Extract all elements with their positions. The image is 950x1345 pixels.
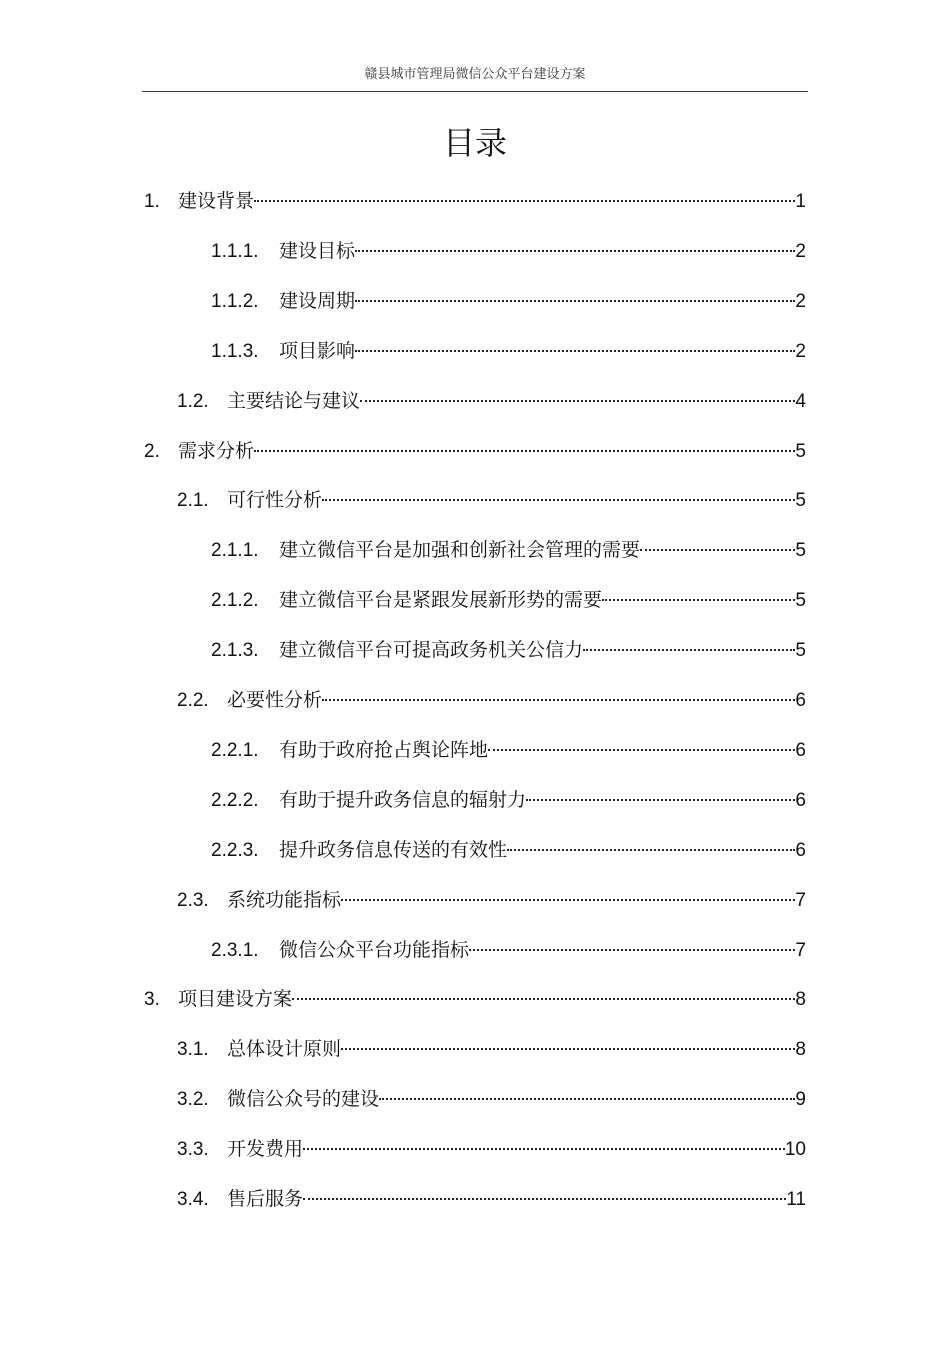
toc-entry-page: 5 [795, 490, 806, 511]
toc-dot-leader [360, 381, 795, 407]
toc-dot-leader [322, 480, 795, 506]
toc-entry-page: 7 [795, 940, 806, 961]
toc-entry-title: 有助于提升政务信息的辐射力 [279, 789, 527, 811]
toc-entry[interactable] [211, 830, 806, 861]
toc-entry-page: 8 [795, 989, 806, 1010]
toc-entry-number: 2.2.1. [211, 740, 259, 761]
toc-entry[interactable] [211, 930, 806, 961]
toc-title: 目录 [442, 124, 507, 162]
toc-dot-leader [292, 979, 795, 1005]
toc-entry-title: 提升政务信息传送的有效性 [279, 839, 508, 861]
toc-entry-number: 3.3. [177, 1139, 209, 1160]
toc-entry-page: 5 [795, 640, 806, 661]
toc-entry-title: 建设背景 [178, 190, 255, 212]
toc-dot-leader [507, 830, 795, 856]
toc-entry[interactable] [211, 580, 806, 611]
toc-entry[interactable] [177, 1179, 806, 1210]
toc-entry-page: 7 [795, 890, 806, 911]
toc-entry-number: 1.1.2. [211, 291, 259, 312]
toc-entry-number: 2.1.3. [211, 640, 259, 661]
toc-entry[interactable] [211, 281, 806, 312]
toc-entry-page: 6 [795, 690, 806, 711]
toc-entry[interactable] [177, 381, 806, 412]
toc-entry-title: 有助于政府抢占舆论阵地 [279, 739, 489, 761]
toc-entry-number: 2.1. [177, 490, 209, 511]
toc-entry[interactable] [144, 431, 806, 462]
toc-entry-title: 建立微信平台是加强和创新社会管理的需要 [279, 539, 641, 561]
toc-entry-title: 需求分析 [178, 440, 255, 462]
toc-entry-page: 6 [795, 840, 806, 861]
toc-dot-leader [526, 780, 795, 806]
toc-entry-page: 6 [795, 790, 806, 811]
toc-entry-title: 微信公众号的建设 [227, 1088, 380, 1110]
toc-entry-page: 8 [795, 1039, 806, 1060]
toc-entry[interactable] [177, 1129, 806, 1160]
toc-entry-number: 2.2.2. [211, 790, 259, 811]
toc-dot-leader [254, 181, 795, 207]
toc-entry-title: 建设周期 [279, 290, 356, 312]
toc-entry-title: 必要性分析 [227, 689, 323, 711]
toc-entry-page: 2 [795, 241, 806, 262]
header-divider [142, 91, 808, 92]
toc-entry-page: 2 [795, 341, 806, 362]
toc-dot-leader [469, 930, 795, 956]
toc-entry[interactable] [211, 331, 806, 362]
toc-entry-number: 1. [144, 191, 160, 212]
toc-entry-title: 项目建设方案 [178, 988, 293, 1010]
toc-dot-leader [322, 680, 795, 706]
toc-entry[interactable] [211, 780, 806, 811]
toc-entry-title: 售后服务 [227, 1188, 304, 1210]
toc-entry-number: 2.2.3. [211, 840, 259, 861]
toc-entry-number: 1.1.1. [211, 241, 259, 262]
toc-entry-page: 5 [795, 540, 806, 561]
toc-entry-title: 系统功能指标 [227, 889, 342, 911]
toc-entry-page: 5 [795, 441, 806, 462]
toc-entry-title: 建设目标 [279, 240, 356, 262]
toc-entry-title: 开发费用 [227, 1138, 304, 1160]
toc-entry[interactable] [177, 1079, 806, 1110]
toc-dot-leader [488, 730, 795, 756]
toc-entry[interactable] [211, 630, 806, 661]
toc-entry-page: 9 [795, 1089, 806, 1110]
toc-dot-leader [303, 1179, 786, 1205]
toc-entry-number: 3.4. [177, 1189, 209, 1210]
toc-entry-title: 微信公众平台功能指标 [279, 939, 470, 961]
toc-entry-title: 主要结论与建议 [227, 390, 361, 412]
toc-dot-leader [583, 630, 795, 656]
toc-dot-leader [355, 231, 795, 257]
toc-entry-number: 3.1. [177, 1039, 209, 1060]
toc-entry-title: 建立微信平台是紧跟发展新形势的需要 [279, 589, 603, 611]
toc-entry[interactable] [211, 231, 806, 262]
toc-entry-title: 可行性分析 [227, 489, 323, 511]
toc-entry-number: 1.1.3. [211, 341, 259, 362]
toc-entry[interactable] [144, 181, 806, 212]
running-header: 赣县城市管理局微信公众平台建设方案 [364, 67, 586, 82]
toc-dot-leader [602, 580, 795, 606]
toc-entry-number: 2.1.2. [211, 590, 259, 611]
toc-entry-title: 项目影响 [279, 340, 356, 362]
toc-entry[interactable] [177, 1029, 806, 1060]
toc-dot-leader [355, 331, 795, 357]
toc-entry-number: 2.1.1. [211, 540, 259, 561]
toc-entry-number: 2.2. [177, 690, 209, 711]
toc-dot-leader [341, 880, 795, 906]
toc-entry-number: 3.2. [177, 1089, 209, 1110]
toc-entry[interactable] [144, 979, 806, 1010]
toc-entry-page: 11 [786, 1189, 806, 1210]
toc-entry-page: 2 [795, 291, 806, 312]
toc-entry[interactable] [177, 680, 806, 711]
toc-entry-number: 1.2. [177, 391, 209, 412]
toc-entry-page: 1 [795, 191, 806, 212]
toc-entry[interactable] [177, 480, 806, 511]
toc-dot-leader [355, 281, 795, 307]
toc-dot-leader [341, 1029, 795, 1055]
toc-entry[interactable] [177, 880, 806, 911]
toc-entry-page: 10 [784, 1139, 806, 1160]
toc-entry-page: 6 [795, 740, 806, 761]
toc-dot-leader [303, 1129, 785, 1155]
toc-dot-leader [379, 1079, 795, 1105]
toc-entry[interactable] [211, 730, 806, 761]
toc-entry-number: 2.3.1. [211, 940, 259, 961]
toc-entry[interactable] [211, 530, 806, 561]
toc-entry-page: 5 [795, 590, 806, 611]
toc-entry-number: 2.3. [177, 890, 209, 911]
toc-entry-title: 建立微信平台可提高政务机关公信力 [279, 639, 584, 661]
toc-dot-leader [640, 530, 795, 556]
toc-entry-number: 3. [144, 989, 160, 1010]
toc-dot-leader [254, 431, 795, 457]
toc-entry-page: 4 [795, 391, 806, 412]
toc-entry-title: 总体设计原则 [227, 1038, 342, 1060]
toc-entry-number: 2. [144, 441, 160, 462]
